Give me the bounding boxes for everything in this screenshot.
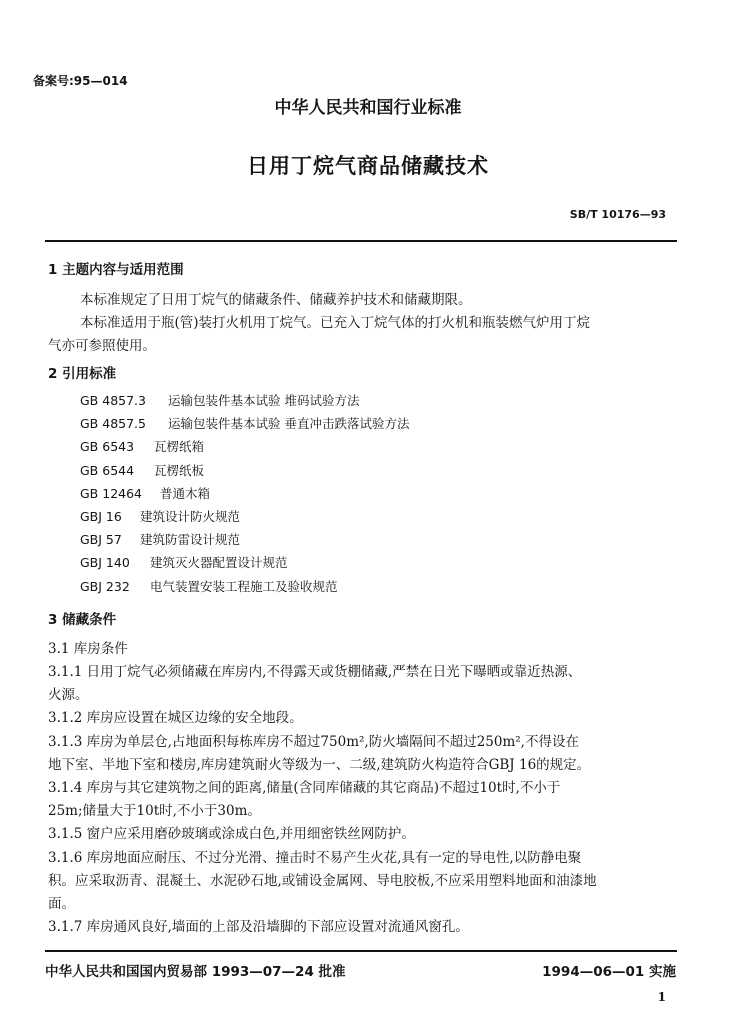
reference-item: GB 6544 瓦楞纸板 <box>80 462 205 478</box>
reference-item: GBJ 57 建筑防雷设计规范 <box>80 532 241 548</box>
clause-3-1-4-line-1: 3.1.4 库房与其它建筑物之间的距离,储量(含同库储藏的其它商品)不超过10t时,不小于 <box>48 780 561 796</box>
page-number: 1 <box>657 990 666 1004</box>
page-title: 日用丁烷气商品储藏技术 <box>247 154 489 178</box>
reference-item: GBJ 16 建筑设计防火规范 <box>80 509 241 525</box>
clause-3-1-6-line-2: 积。应采取沥青、混凝土、水泥砂石地,或铺设金属网、导电胶板,不应采用塑料地面和油漆地 <box>48 873 597 889</box>
standard-number: SB/T 10176—93 <box>569 208 666 221</box>
clause-3-1-6-line-1: 3.1.6 库房地面应耐压、不过分光滑、撞击时不易产生火花,具有一定的导电性,以防静电聚 <box>48 850 582 866</box>
clause-3-1-2: 3.1.2 库房应设置在城区边缘的安全地段。 <box>48 710 303 726</box>
section-1-paragraph-1: 本标准规定了日用丁烷气的储藏条件、储藏养护技术和储藏期限。 <box>80 292 472 308</box>
reference-item: GB 6543 瓦楞纸箱 <box>80 439 205 455</box>
section-1-heading: 1 主题内容与适用范围 <box>48 262 184 278</box>
implementation-date: 1994—06—01 实施 <box>542 964 676 980</box>
clause-3-1-5: 3.1.5 窗户应采用磨砂玻璃或涂成白色,并用细密铁丝网防护。 <box>48 826 415 842</box>
record-number: 备案号:95—014 <box>33 74 128 88</box>
clause-3-1-3-line-1: 3.1.3 库房为单层仓,占地面积每栋库房不超过750m²,防火墙隔间不超过250m²,不得设在 <box>48 734 579 750</box>
section-1-paragraph-2-line-1: 本标准适用于瓶(管)装打火机用丁烷气。已充入丁烷气体的打火机和瓶装燃气炉用丁烷 <box>80 315 591 331</box>
standard-category: 中华人民共和国行业标准 <box>274 98 462 118</box>
clause-3-1: 3.1 库房条件 <box>48 641 128 657</box>
reference-item: GB 12464 普通木箱 <box>80 485 211 501</box>
reference-item: GB 4857.5 运输包装件基本试验 垂直冲击跌落试验方法 <box>80 416 410 432</box>
reference-item: GB 4857.3 运输包装件基本试验 堆码试验方法 <box>80 393 360 408</box>
header-divider <box>45 240 677 242</box>
approval-date: 中华人民共和国国内贸易部 1993—07—24 批准 <box>45 964 346 980</box>
reference-item: GBJ 232 电气装置安装工程施工及验收规范 <box>80 578 338 594</box>
section-3-heading: 3 储藏条件 <box>48 612 117 628</box>
clause-3-1-6-line-3: 面。 <box>48 896 75 912</box>
clause-3-1-4-line-2: 25m;储量大于10t时,不小于30m。 <box>48 803 261 819</box>
reference-item: GBJ 140 建筑灭火器配置设计规范 <box>80 555 288 571</box>
section-1-paragraph-2-line-2: 气亦可参照使用。 <box>48 338 156 354</box>
reference-list <box>80 389 409 598</box>
clause-3-1-1-line-2: 火源。 <box>48 687 89 703</box>
section-2-heading: 2 引用标准 <box>48 366 117 382</box>
footer-divider <box>45 950 677 952</box>
clause-3-1-1-line-1: 3.1.1 日用丁烷气必须储藏在库房内,不得露天或货棚储藏,严禁在日光下曝晒或靠近热源、 <box>48 664 582 680</box>
clause-3-1-7: 3.1.7 库房通风良好,墙面的上部及沿墙脚的下部应设置对流通风窗孔。 <box>48 919 469 935</box>
clause-3-1-3-line-2: 地下室、半地下室和楼房,库房建筑耐火等级为一、二级,建筑防火构造符合GBJ 16的规定。 <box>48 757 591 773</box>
